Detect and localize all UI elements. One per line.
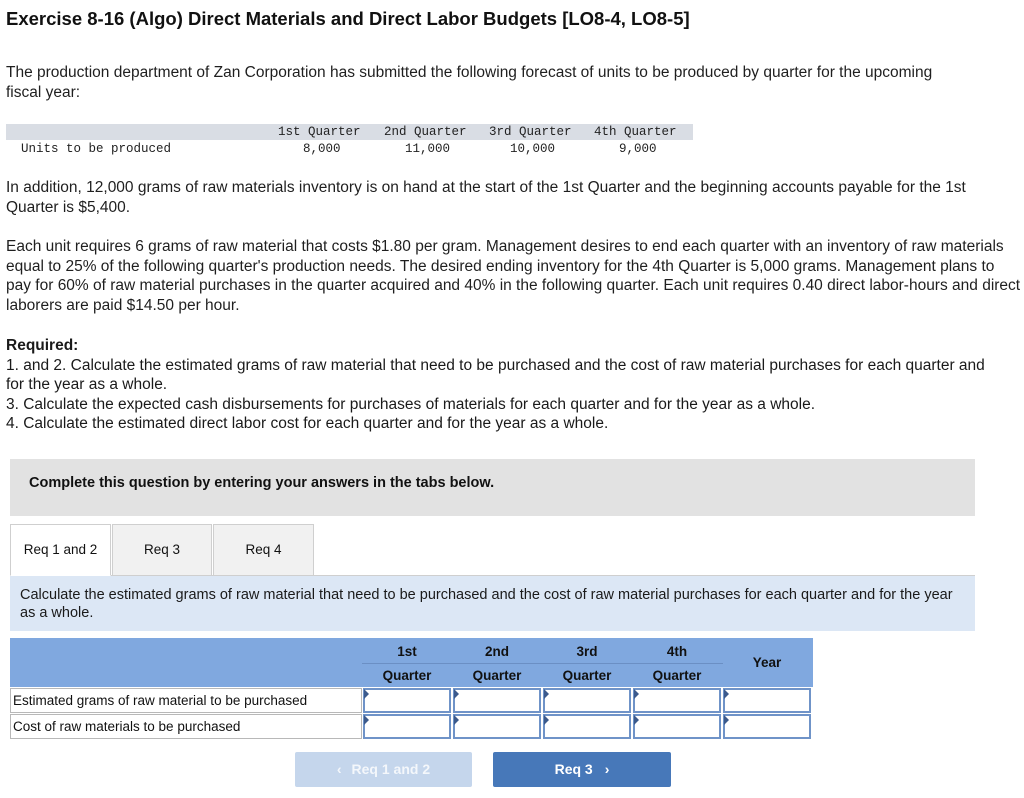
required-item: 4. Calculate the estimated direct labor cost for each quarter and for the year as a whole. — [6, 415, 609, 432]
requirements-paragraph: Each unit requires 6 grams of raw material that costs $1.80 per gram. Management desires to end each quarter with an inventory of raw materials equal to 25% of the following quarter's production needs. The desired ending inventory for the 4th Quarter is 5,000 grams. Management plans to pay for 60% of raw material purchases in the quarter acquired and 40% in the following quarter. Each unit requires 0.40 direct labor-hours and direct laborers are paid $14.50 per hour. — [6, 238, 1021, 314]
instruction-text: Calculate the estimated grams of raw material that need to be purchased and the cost of raw material purchases for each quarter and for the year as a whole. — [20, 587, 953, 621]
units-header-q2: 2nd Quarter — [384, 125, 467, 139]
row-label-grams: Estimated grams of raw material to be purchased — [10, 688, 362, 713]
tab-req-1-and-2[interactable] — [10, 524, 111, 576]
required-item: 1. and 2. Calculate the estimated grams of raw material that need to be purchased and the cost of raw material purchases for each quarter and for the year as a whole. — [6, 356, 985, 393]
tab-instruction — [10, 576, 975, 631]
units-header-q4: 4th Quarter — [594, 125, 677, 139]
units-header-q1: 1st Quarter — [278, 125, 361, 139]
units-value-q4: 9,000 — [619, 142, 657, 156]
tab-label: Req 1 and 2 — [23, 542, 98, 557]
row-label-cost: Cost of raw materials to be purchased — [10, 714, 362, 739]
input-cost-q2[interactable] — [453, 714, 541, 739]
inventory-paragraph: In addition, 12,000 grams of raw materials inventory is on hand at the start of the 1st Quarter and the beginning accounts payable for the 1st Quarter is $5,400. — [6, 179, 966, 216]
input-cost-q1[interactable] — [363, 714, 451, 739]
tab-label: Req 4 — [245, 542, 282, 557]
banner-text: Complete this question by entering your answers in the tabs below. — [29, 475, 495, 491]
tab-req-3[interactable] — [112, 524, 212, 576]
col-year: Year — [752, 655, 782, 670]
intro-text: The production department of Zan Corporation has submitted the following forecast of units to be produced by quarter for the upcoming fiscal year: — [6, 64, 933, 101]
input-cost-year[interactable] — [723, 714, 811, 739]
page-title: Exercise 8-16 (Algo) Direct Materials and Direct Labor Budgets [LO8-4, LO8-5] — [6, 8, 690, 29]
prev-button-label: Req 1 and 2 — [351, 761, 431, 777]
units-value-q1: 8,000 — [303, 142, 341, 156]
input-grams-q2[interactable] — [453, 688, 541, 713]
col-q4-line2: Quarter — [652, 668, 702, 683]
required-item: 3. Calculate the expected cash disbursements for purchases of materials for each quarter and for the year as a whole. — [6, 395, 816, 413]
col-q3-line1: 3rd — [576, 644, 598, 659]
prev-button-content — [295, 761, 472, 777]
input-grams-q3[interactable] — [543, 688, 631, 713]
units-header-q3: 3rd Quarter — [489, 125, 572, 139]
tab-req-4[interactable] — [213, 524, 314, 576]
input-cost-q4[interactable] — [633, 714, 721, 739]
header-divider — [362, 663, 723, 664]
next-button-content — [493, 761, 671, 777]
units-row-label: Units to be produced — [21, 142, 172, 156]
input-grams-q4[interactable] — [633, 688, 721, 713]
next-button[interactable] — [493, 752, 671, 787]
units-table-row — [6, 141, 693, 157]
input-cost-q3[interactable] — [543, 714, 631, 739]
units-value-q2: 11,000 — [405, 142, 451, 156]
chevron-right-icon: › — [604, 761, 610, 777]
next-button-label: Req 3 — [554, 761, 593, 777]
col-q1-line2: Quarter — [382, 668, 432, 683]
prev-button[interactable] — [295, 752, 472, 787]
col-q2-line2: Quarter — [472, 668, 522, 683]
units-table-header — [6, 124, 693, 140]
col-q3-line2: Quarter — [562, 668, 612, 683]
instruction-banner — [10, 459, 975, 516]
col-q1-line1: 1st — [397, 644, 417, 659]
required-section — [6, 336, 1006, 434]
col-q4-line1: 4th — [666, 644, 688, 659]
tab-label: Req 3 — [143, 542, 181, 557]
units-value-q3: 10,000 — [510, 142, 556, 156]
input-grams-year[interactable] — [723, 688, 811, 713]
required-heading: Required: — [6, 337, 79, 354]
input-grams-q1[interactable] — [363, 688, 451, 713]
col-q2-line1: 2nd — [484, 644, 509, 659]
chevron-left-icon: ‹ — [336, 761, 342, 777]
